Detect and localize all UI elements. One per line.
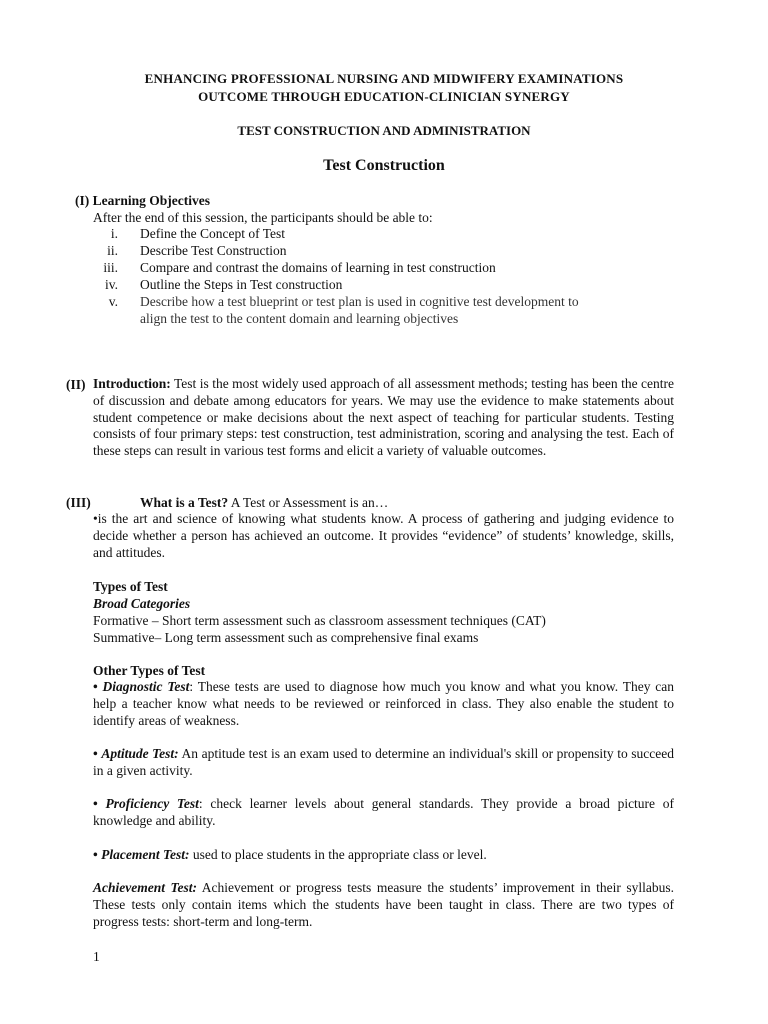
introduction-body: Test is the most widely used approach of all assessment methods; testing has been the centre of discussion and debate among educators for years. We may use the evidence to make statements about student competence or make decisions about the next aspect of teaching for particular students. Testing consists of four primary steps: test construction, test administration, scoring and analysing the test. Each of these steps can result in various test forms and elicit a variety of valuable outcomes. xyxy=(93,376,674,459)
what-is-test-label: What is a Test? xyxy=(140,495,229,510)
objective-text-continued: align the test to the content domain and learning objectives xyxy=(140,311,459,326)
objectives-intro: After the end of this session, the participants should be able to: xyxy=(93,210,433,225)
proficiency-test-body: : check learner levels about general standards. They provide a broad picture of knowledge and ability. xyxy=(93,796,675,828)
objective-text: Outline the Steps in Test construction xyxy=(140,277,343,292)
aptitude-test-label: Aptitude Test: xyxy=(101,746,179,761)
objective-text: Define the Concept of Test xyxy=(140,226,286,241)
objective-text: Describe how a test blueprint or test plan is used in cognitive test development to xyxy=(140,294,579,309)
objective-number: ii. xyxy=(107,243,118,258)
placement-test-paragraph xyxy=(93,847,674,864)
bullet-icon: • xyxy=(93,679,98,694)
achievement-test-label: Achievement Test: xyxy=(93,880,198,895)
page-number: 1 xyxy=(93,949,100,964)
objective-number: iii. xyxy=(103,260,118,275)
introduction-marker: (II) xyxy=(66,377,86,392)
achievement-test-paragraph xyxy=(93,880,674,930)
objectives-heading: (I) Learning Objectives xyxy=(75,193,210,208)
what-is-test-lead: A Test or Assessment is an… xyxy=(230,495,389,510)
objective-number: v. xyxy=(108,294,118,309)
placement-test-label: Placement Test: xyxy=(101,847,190,862)
diagnostic-test-body: : These tests are used to diagnose how much you know and what you know. They can help a teacher know what needs to be reviewed or reinforced in class. They also enable the student to identify areas of weakness. xyxy=(93,679,674,728)
bullet-icon: • xyxy=(93,796,98,811)
aptitude-test-body: An aptitude test is an exam used to determine an individual's skill or propensity to succeed in a given activity. xyxy=(93,746,675,778)
proficiency-test-paragraph xyxy=(93,796,674,830)
bullet-icon: • xyxy=(93,847,98,862)
document-title-line-2: OUTCOME THROUGH EDUCATION-CLINICIAN SYNERGY xyxy=(198,89,570,104)
types-heading: Types of Test xyxy=(93,579,168,594)
other-types-heading: Other Types of Test xyxy=(93,663,206,678)
diagnostic-test-label: Diagnostic Test xyxy=(102,679,190,694)
diagnostic-test-paragraph xyxy=(93,679,674,729)
summative-line: Summative– Long term assessment such as comprehensive final exams xyxy=(93,630,479,645)
placement-test-body: used to place students in the appropriate class or level. xyxy=(189,847,487,862)
section-title: Test Construction xyxy=(323,157,445,174)
introduction-paragraph xyxy=(93,376,674,460)
document-title-line-1: ENHANCING PROFESSIONAL NURSING AND MIDWIFERY EXAMINATIONS xyxy=(144,71,624,86)
objective-number: i. xyxy=(110,226,118,241)
what-is-test-marker: (III) xyxy=(66,495,91,510)
objective-number: iv. xyxy=(105,277,118,292)
document-subtitle: TEST CONSTRUCTION AND ADMINISTRATION xyxy=(237,123,531,138)
aptitude-test-paragraph xyxy=(93,746,674,780)
proficiency-test-label: Proficiency Test xyxy=(105,796,199,811)
what-is-test-line xyxy=(140,494,388,511)
bullet-icon: • xyxy=(93,746,98,761)
introduction-label: Introduction: xyxy=(93,376,171,391)
what-is-test-body: •is the art and science of knowing what students know. A process of gathering and judging evidence to decide whether a person has achieved an outcome. It provides “evidence” of students’ knowledge, skills, and attitudes. xyxy=(93,511,674,560)
objective-text: Compare and contrast the domains of learning in test construction xyxy=(140,260,496,275)
achievement-test-body: Achievement or progress tests measure the students’ improvement in their syllabus. These tests only contain items which the students have been taught in class. There are two types of progress tests: short-term and long-term. xyxy=(93,880,675,929)
objective-text: Describe Test Construction xyxy=(140,243,287,258)
broad-categories-heading: Broad Categories xyxy=(93,596,191,611)
formative-line: Formative – Short term assessment such as classroom assessment techniques (CAT) xyxy=(93,613,546,628)
